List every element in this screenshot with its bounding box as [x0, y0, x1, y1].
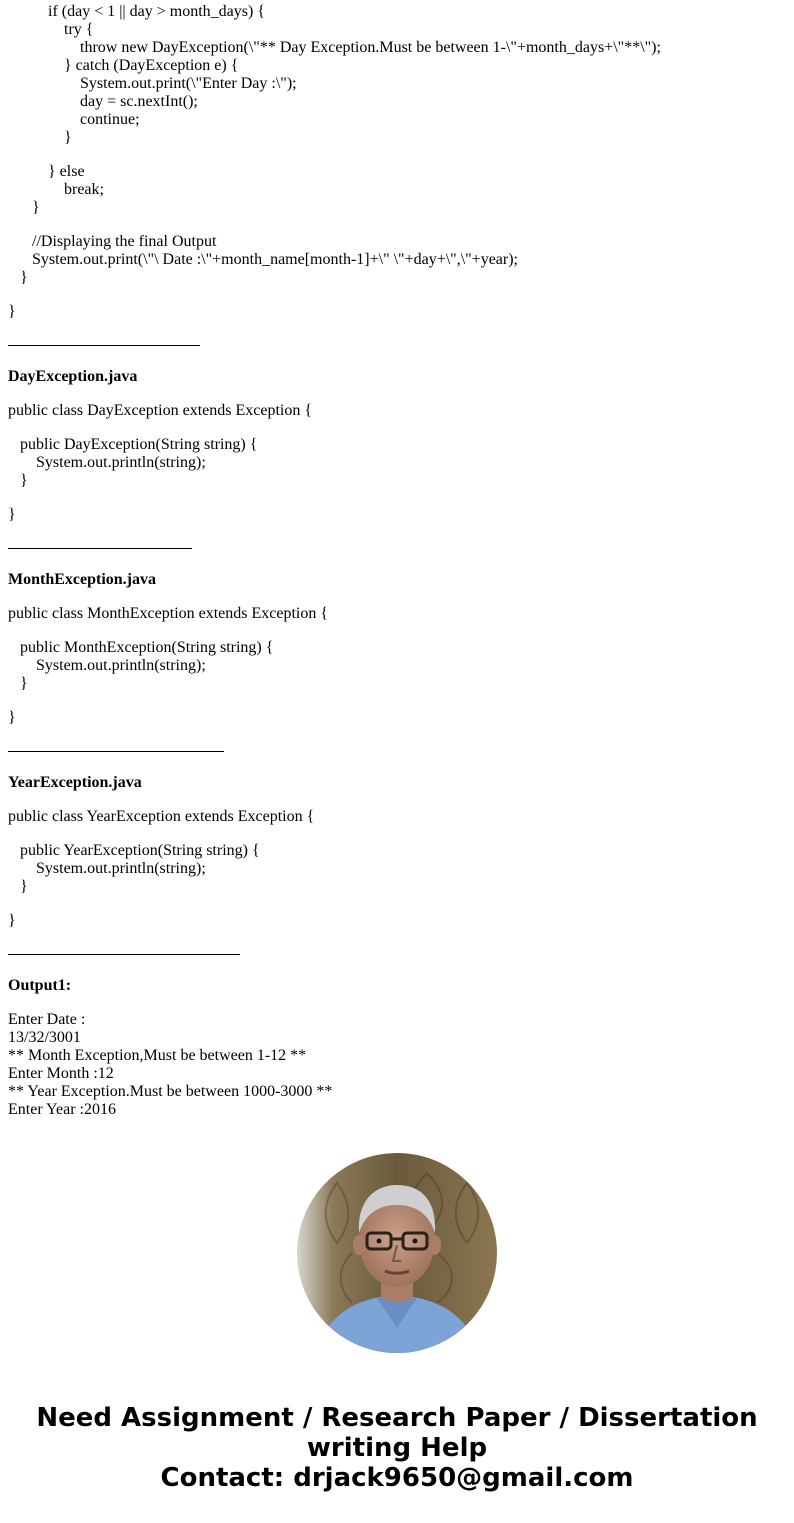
section-divider	[8, 345, 200, 346]
output-line: ** Year Exception.Must be between 1000-3000 **	[8, 1083, 333, 1100]
code-line: public DayException(String string) {	[8, 436, 258, 453]
output-line: Enter Month :12	[8, 1065, 114, 1082]
output1-section	[8, 977, 794, 1119]
code-line: }	[8, 506, 16, 523]
file-title: YearException.java	[8, 774, 142, 791]
year-exception-section	[8, 774, 794, 930]
code-line: } catch (DayException e) {	[8, 57, 239, 74]
section-divider	[8, 751, 224, 752]
code-line: }	[8, 912, 16, 929]
code-line: continue;	[8, 111, 140, 128]
output-line: ** Month Exception,Must be between 1-12 **	[8, 1047, 307, 1064]
code-line: }	[8, 675, 28, 692]
output-line: Enter Date :	[8, 1011, 86, 1028]
month-exception-section	[8, 571, 794, 727]
code-line: System.out.print(\"\ Date :\"+month_name[month-1]+\" \"+day+\",\"+year);	[8, 251, 518, 268]
document-body	[8, 0, 794, 1122]
code-line	[8, 287, 794, 303]
code-line	[8, 147, 794, 163]
code-line: }	[8, 269, 28, 286]
output-title: Output1:	[8, 977, 72, 994]
cta-line: writing Help	[306, 1433, 488, 1463]
file-title: DayException.java	[8, 368, 138, 385]
code-line: try {	[8, 21, 94, 38]
code-line: }	[8, 472, 28, 489]
output-line: 13/32/3001	[8, 1029, 81, 1046]
section-divider	[8, 548, 192, 549]
file-title: MonthException.java	[8, 571, 156, 588]
code-line: }	[8, 878, 28, 895]
code-line: public YearException(String string) {	[8, 842, 260, 859]
code-line: public class MonthException extends Exception {	[8, 605, 329, 622]
code-line: System.out.print(\"Enter Day :\");	[8, 75, 297, 92]
code-line: //Displaying the final Output	[8, 233, 217, 250]
code-line: public class DayException extends Exception {	[8, 402, 313, 419]
code-line: }	[8, 709, 16, 726]
day-exception-section	[8, 368, 794, 524]
code-line: day = sc.nextInt();	[8, 93, 198, 110]
code-line	[8, 490, 794, 506]
section-divider	[8, 954, 240, 955]
code-line: public MonthException(String string) {	[8, 639, 274, 656]
code-block-main	[8, 3, 794, 321]
code-line: } else	[8, 163, 85, 180]
code-line: }	[8, 199, 40, 216]
code-line	[8, 896, 794, 912]
code-line	[8, 826, 794, 842]
code-line: System.out.println(string);	[8, 657, 206, 674]
code-line: System.out.println(string);	[8, 454, 206, 471]
contact-banner	[0, 1403, 794, 1493]
code-line: }	[8, 129, 72, 146]
code-line	[8, 420, 794, 436]
output-line: Enter Year :2016	[8, 1101, 116, 1118]
contact-email[interactable]: Contact: drjack9650@gmail.com	[160, 1463, 634, 1493]
cta-line: Need Assignment / Research Paper / Dissertation	[36, 1403, 758, 1433]
code-line	[8, 623, 794, 639]
author-avatar	[297, 1153, 497, 1353]
code-line	[8, 693, 794, 709]
code-line: public class YearException extends Exception {	[8, 808, 315, 825]
code-line: break;	[8, 181, 104, 198]
code-line: System.out.println(string);	[8, 860, 206, 877]
code-line: throw new DayException(\"** Day Exception.Must be between 1-\"+month_days+\"**\");	[8, 39, 661, 56]
code-line	[8, 217, 794, 233]
code-line: if (day < 1 || day > month_days) {	[8, 3, 265, 20]
code-line: }	[8, 303, 16, 320]
person-photo-icon	[297, 1153, 497, 1353]
